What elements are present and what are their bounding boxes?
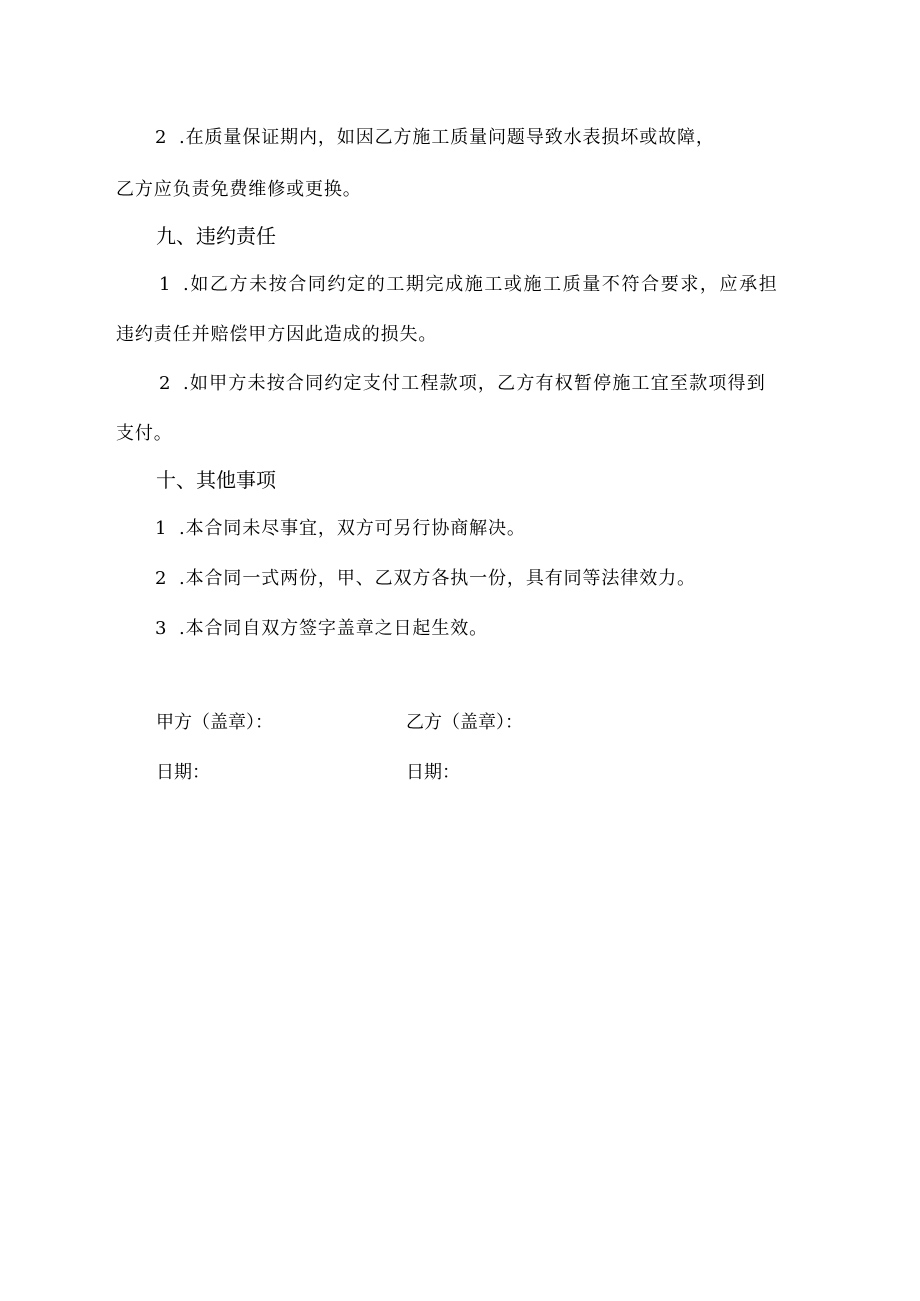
party-b-date-label: 日期：: [406, 762, 460, 783]
clause-text: .如乙方未按合同约定的工期完成施工或施工质量不符合要求，应承担: [183, 274, 779, 295]
section-heading-other-matters: 十、其他事项: [156, 468, 276, 492]
party-a-date-label: 日期：: [156, 762, 210, 783]
clause-number: 1: [159, 274, 171, 295]
clause-8-2-line-1: [155, 126, 715, 150]
clause-10-2: [155, 567, 696, 591]
clause-text: 违约责任并赔偿甲方因此造成的损失。: [116, 324, 438, 345]
clause-text: .如甲方未按合同约定支付工程款项，乙方有权暂停施工宜至款项得到: [183, 373, 766, 394]
clause-9-2-line-2: [116, 422, 173, 446]
clause-number: 3: [155, 618, 167, 639]
clause-10-3: [155, 617, 488, 641]
clause-number: 2: [155, 127, 167, 148]
section-heading-breach-liability: 九、违约责任: [156, 224, 276, 248]
clause-9-1-line-2: [116, 323, 437, 347]
clause-text: .本合同自双方签字盖章之日起生效。: [179, 618, 489, 639]
clause-text: .本合同未尽事宜，双方可另行协商解决。: [179, 518, 526, 539]
clause-9-1-line-1: [159, 273, 778, 297]
clause-number: 2: [159, 373, 171, 394]
clause-text: 支付。: [116, 423, 173, 444]
clause-text: .在质量保证期内，如因乙方施工质量问题导致水表损坏或故障，: [179, 127, 715, 148]
clause-9-2-line-1: [159, 372, 766, 396]
party-a-seal-label: 甲方（盖章）：: [156, 712, 273, 733]
clause-10-1: [155, 517, 526, 541]
clause-8-2-line-2: [116, 178, 362, 202]
clause-text: 乙方应负责免费维修或更换。: [116, 179, 362, 200]
party-b-seal-label: 乙方（盖章）：: [406, 712, 523, 733]
clause-number: 2: [155, 568, 167, 589]
clause-number: 1: [155, 518, 167, 539]
clause-text: .本合同一式两份，甲、乙双方各执一份，具有同等法律效力。: [179, 568, 696, 589]
